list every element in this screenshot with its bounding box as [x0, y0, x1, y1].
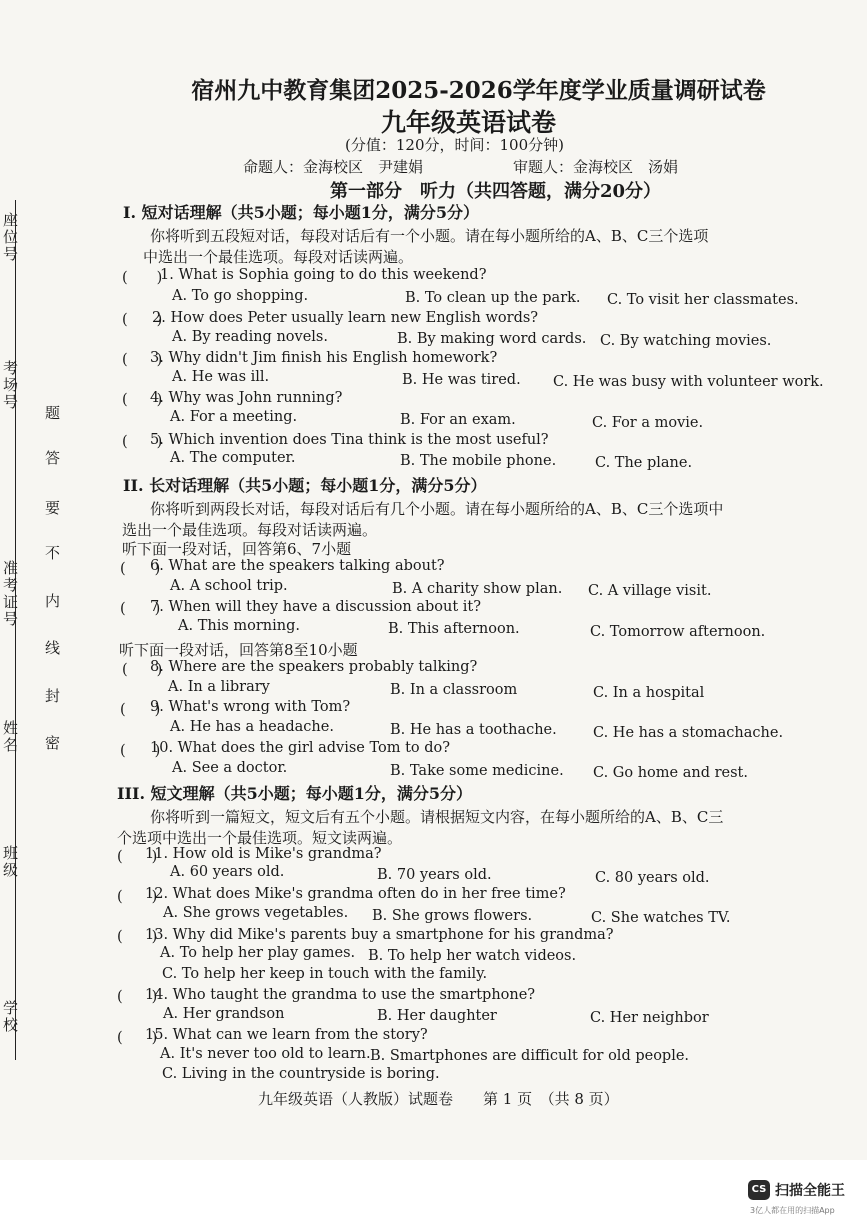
section-3-instruction: 个选项中选出一个最佳选项。短文读两遍。 — [117, 829, 403, 847]
margin-label-class: 班级 — [1, 845, 19, 879]
question-stem: 2. How does Peter usually learn new English words? — [152, 310, 539, 326]
seal-char: 题 — [43, 405, 61, 422]
option-c: C. Her neighbor — [590, 1010, 709, 1026]
score-time: (分值：120分，时间：100分钟) — [345, 136, 564, 154]
dialogue-group-heading: 听下面一段对话，回答第6、7小题 — [122, 540, 352, 558]
author: 命题人：金海校区 尹建娟 — [243, 158, 424, 176]
option-a: A. See a doctor. — [172, 760, 288, 776]
question-stem: 3. Why didn't Jim finish his English homework? — [150, 350, 498, 366]
seal-char: 不 — [43, 545, 61, 562]
option-a: A. Her grandson — [163, 1006, 285, 1022]
answer-blank[interactable]: ( ) — [120, 743, 161, 759]
section-1-instruction: 中选出一个最佳选项。每段对话读两遍。 — [143, 248, 414, 266]
margin-label-seat: 座位号 — [1, 212, 19, 263]
option-b: B. By making word cards. — [397, 331, 587, 347]
answer-blank[interactable]: ( ) — [120, 561, 161, 577]
answer-blank[interactable]: ( ) — [122, 352, 163, 368]
option-a: A. A school trip. — [170, 578, 288, 594]
option-a: A. In a library — [168, 679, 270, 695]
answer-blank[interactable]: ( ) — [122, 392, 163, 408]
option-b: B. Smartphones are difficult for old people. — [370, 1048, 690, 1064]
exam-title: 宿州九中教育集团2025-2026学年度学业质量调研试卷 — [191, 77, 766, 104]
option-a: A. This morning. — [178, 618, 301, 634]
option-a: A. To help her play games. — [160, 945, 356, 961]
section-2-heading: II. 长对话理解（共5小题；每小题1分，满分5分） — [123, 476, 487, 495]
question-stem: 6. What are the speakers talking about? — [150, 558, 445, 574]
option-a: A. By reading novels. — [172, 329, 328, 345]
option-a: A. He has a headache. — [170, 719, 334, 735]
answer-blank[interactable]: ( ) — [117, 889, 158, 905]
option-b: B. In a classroom — [390, 682, 518, 698]
section-3-heading: III. 短文理解（共5小题；每小题1分，满分5分） — [117, 784, 472, 803]
option-b: B. To help her watch videos. — [368, 948, 577, 964]
section-2-instruction: 选出一个最佳选项。每段对话读两遍。 — [122, 521, 378, 539]
option-a: A. To go shopping. — [172, 288, 309, 304]
option-c: C. Living in the countryside is boring. — [162, 1066, 440, 1082]
section-2-instruction: 你将听到两段长对话，每段对话后有几个小题。请在每小题所给的A、B、C三个选项中 — [150, 500, 724, 518]
question-stem: 8. Where are the speakers probably talking? — [150, 659, 478, 675]
seal-char: 线 — [43, 640, 61, 657]
option-a: A. For a meeting. — [170, 409, 298, 425]
scanner-app-slogan: 3亿人都在用的扫描App — [750, 1206, 835, 1215]
option-b: B. To clean up the park. — [405, 290, 581, 306]
option-b: B. He has a toothache. — [390, 722, 557, 738]
question-stem: 1. What is Sophia going to do this weekend? — [160, 267, 487, 283]
option-b: B. For an exam. — [400, 412, 516, 428]
option-c: C. The plane. — [595, 455, 693, 471]
seal-char: 密 — [43, 735, 61, 752]
option-c: C. For a movie. — [592, 415, 704, 431]
binding-line — [15, 200, 16, 1060]
page-footer: 九年级英语（人教版）试题卷 第 1 页 （共 8 页） — [258, 1090, 619, 1108]
option-a: A. He was ill. — [172, 369, 270, 385]
option-b: B. The mobile phone. — [400, 453, 557, 469]
option-a: A. She grows vegetables. — [163, 905, 349, 921]
margin-label-room: 考场号 — [1, 360, 19, 411]
answer-blank[interactable]: ( ) — [120, 702, 161, 718]
section-3-instruction: 你将听到一篇短文，短文后有五个小题。请根据短文内容，在每小题所给的A、B、C三 — [150, 808, 724, 826]
option-c: C. Tomorrow afternoon. — [590, 624, 766, 640]
option-b: B. Her daughter — [377, 1008, 497, 1024]
option-b: B. Take some medicine. — [390, 763, 564, 779]
question-stem: 14. Who taught the grandma to use the smartphone? — [145, 987, 536, 1003]
seal-char: 封 — [43, 688, 61, 705]
scanner-bar — [0, 1160, 867, 1228]
question-stem: 7. When will they have a discussion about it? — [150, 599, 482, 615]
seal-char: 内 — [43, 593, 61, 610]
answer-blank[interactable]: ( ) — [122, 434, 163, 450]
option-a: A. 60 years old. — [170, 864, 285, 880]
seal-char: 答 — [43, 450, 61, 467]
option-a: A. It's never too old to learn. — [160, 1046, 371, 1062]
answer-blank[interactable]: ( ) — [117, 929, 158, 945]
option-a: A. The computer. — [170, 450, 296, 466]
question-stem: 9. What's wrong with Tom? — [150, 699, 351, 715]
answer-blank[interactable]: ( ) — [117, 849, 158, 865]
section-1-instruction: 你将听到五段短对话，每段对话后有一个小题。请在每小题所给的A、B、C三个选项 — [150, 227, 709, 245]
exam-subtitle: 九年级英语试卷 — [380, 108, 556, 137]
scanner-logo-icon: CS — [748, 1180, 770, 1200]
option-b: B. He was tired. — [402, 372, 521, 388]
answer-blank[interactable]: ( ) — [117, 1030, 158, 1046]
option-b: B. A charity show plan. — [392, 581, 563, 597]
answer-blank[interactable]: ( ) — [122, 312, 163, 328]
scanner-app-name: 扫描全能王 — [775, 1183, 845, 1199]
question-stem: 15. What can we learn from the story? — [145, 1027, 428, 1043]
option-b: B. 70 years old. — [377, 867, 492, 883]
option-b: B. This afternoon. — [388, 621, 520, 637]
question-stem: 13. Why did Mike's parents buy a smartphone for his grandma? — [145, 927, 614, 943]
option-c: C. She watches TV. — [591, 910, 731, 926]
answer-blank[interactable]: ( ) — [120, 601, 161, 617]
option-c: C. 80 years old. — [595, 870, 710, 886]
section-1-heading: I. 短对话理解（共5小题；每小题1分，满分5分） — [123, 203, 480, 222]
margin-label-school: 学校 — [1, 1000, 19, 1034]
question-stem: 4. Why was John running? — [150, 390, 343, 406]
option-c: C. He has a stomachache. — [593, 725, 784, 741]
answer-blank[interactable]: ( ) — [122, 662, 163, 678]
option-c: C. Go home and rest. — [593, 765, 748, 781]
option-c: C. He was busy with volunteer work. — [553, 374, 824, 390]
question-stem: 10. What does the girl advise Tom to do? — [150, 740, 451, 756]
question-stem: 12. What does Mike's grandma often do in her free time? — [145, 886, 566, 902]
margin-label-name: 姓名 — [1, 720, 19, 754]
answer-blank[interactable]: ( ) — [122, 270, 163, 286]
option-c: C. By watching movies. — [600, 333, 772, 349]
part-one-heading: 第一部分 听力（共四答题，满分20分） — [330, 181, 662, 202]
seal-char: 要 — [43, 500, 61, 517]
option-c: C. To visit her classmates. — [607, 292, 799, 308]
option-c: C. A village visit. — [588, 583, 712, 599]
reviewer: 审题人：金海校区 汤娟 — [513, 158, 679, 176]
option-c: C. To help her keep in touch with the family. — [162, 966, 488, 982]
answer-blank[interactable]: ( ) — [117, 989, 158, 1005]
option-b: B. She grows flowers. — [372, 908, 533, 924]
margin-label-ticket: 准考证号 — [1, 560, 19, 628]
question-stem: 5. Which invention does Tina think is the most useful? — [150, 432, 549, 448]
question-stem: 11. How old is Mike's grandma? — [145, 846, 382, 862]
dialogue-group-heading: 听下面一段对话，回答第8至10小题 — [119, 641, 358, 659]
option-c: C. In a hospital — [593, 685, 705, 701]
